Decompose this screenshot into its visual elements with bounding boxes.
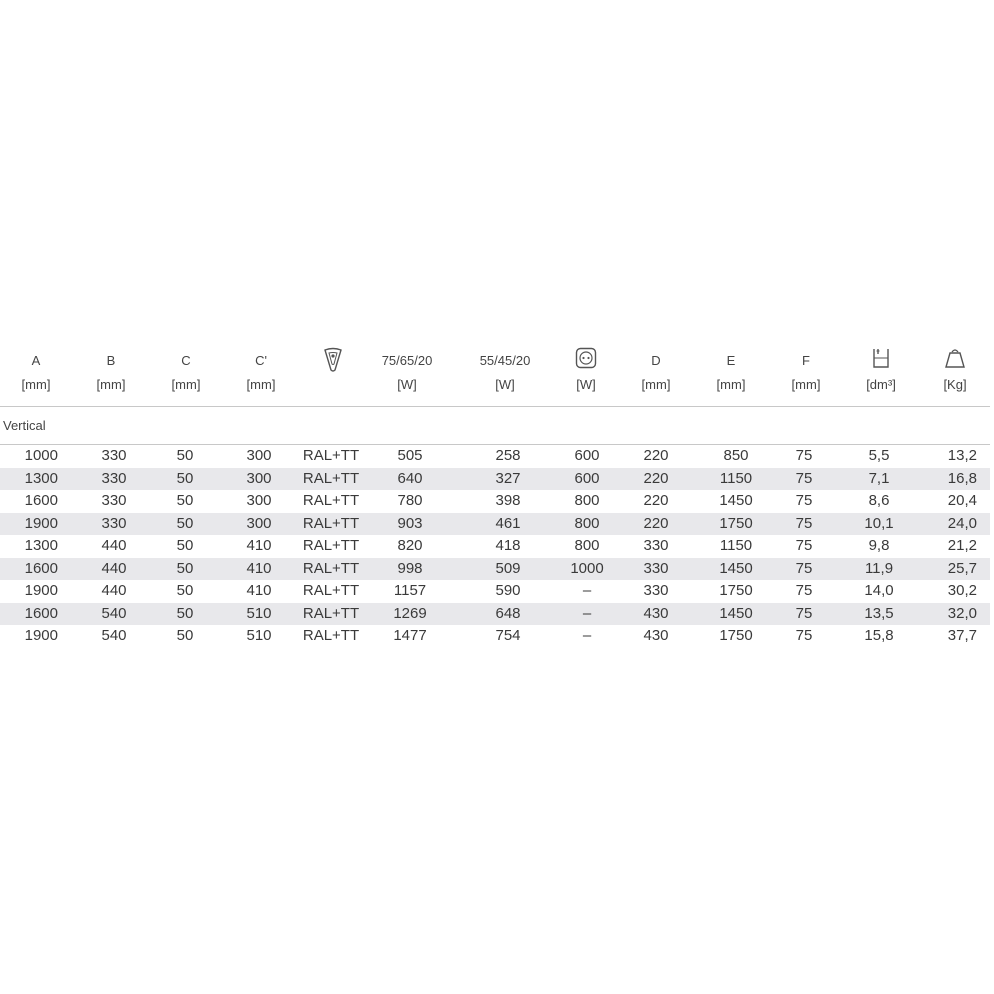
table-cell: 330 <box>643 537 669 554</box>
table-cell: 998 <box>397 559 423 577</box>
table-cell: 505 <box>397 447 423 464</box>
table-cell: 16,8 <box>947 469 977 487</box>
table-cell: 903 <box>397 514 423 532</box>
column-header-b: B <box>106 353 116 368</box>
table-body <box>0 445 990 648</box>
table-cell: 1150 <box>719 469 753 487</box>
table-cell: 1269 <box>393 604 427 622</box>
table-cell: 590 <box>495 582 521 599</box>
table-cell: 1300 <box>24 469 58 487</box>
table-row <box>0 513 990 536</box>
column-header-e: E <box>726 353 736 368</box>
table-cell: 300 <box>246 514 272 532</box>
table-row <box>0 468 990 491</box>
table-cell: 75 <box>795 469 813 487</box>
table-cell: RAL+TT <box>302 514 360 532</box>
table-cell: RAL+TT <box>302 469 360 487</box>
table-cell: 25,7 <box>947 559 977 577</box>
table-cell: 75 <box>795 537 813 554</box>
table-cell: 37,7 <box>947 627 977 644</box>
table-cell: 540 <box>101 604 127 622</box>
column-header-w55: 55/45/20 <box>479 353 531 368</box>
table-cell: 800 <box>574 514 600 532</box>
table-cell: 300 <box>246 492 272 509</box>
electric-socket-icon <box>575 347 597 369</box>
table-cell: RAL+TT <box>302 627 360 644</box>
table-cell: – <box>582 604 592 622</box>
table-cell: 330 <box>101 492 127 509</box>
table-cell: 330 <box>101 469 127 487</box>
table-row <box>0 558 990 581</box>
table-cell: 510 <box>246 604 272 622</box>
table-cell: 461 <box>495 514 521 532</box>
table-cell: 20,4 <box>947 492 977 509</box>
table-cell: 75 <box>795 492 813 509</box>
table-cell: 640 <box>397 469 423 487</box>
table-cell: 50 <box>176 604 194 622</box>
table-cell: RAL+TT <box>302 582 360 599</box>
column-header-f: F <box>802 353 810 368</box>
table-cell: 220 <box>643 447 669 464</box>
table-cell: 1157 <box>393 582 427 599</box>
table-cell: 1000 <box>24 447 58 464</box>
table-cell: 50 <box>176 537 194 554</box>
header-row-labels <box>0 349 994 373</box>
column-unit-elec: [W] <box>576 377 596 392</box>
column-unit-vol: [dm³] <box>866 377 896 392</box>
table-row <box>0 490 990 513</box>
table-cell: 440 <box>101 559 127 577</box>
table-cell: 600 <box>574 447 600 464</box>
table-cell: 1600 <box>24 604 58 622</box>
table-cell: 1750 <box>719 582 753 599</box>
table-cell: 780 <box>397 492 423 509</box>
column-header-c2: C' <box>255 353 267 368</box>
weight-icon <box>945 347 965 369</box>
table-cell: 398 <box>495 492 521 509</box>
table-cell: 440 <box>101 537 127 554</box>
column-unit-w75: [W] <box>397 377 417 392</box>
table-cell: 50 <box>176 469 194 487</box>
column-unit-d: [mm] <box>641 377 671 392</box>
table-cell: 540 <box>101 627 127 644</box>
table-cell: 1900 <box>24 582 58 599</box>
table-cell: 50 <box>176 582 194 599</box>
table-cell: 50 <box>176 627 194 644</box>
column-header-w75: 75/65/20 <box>381 353 433 368</box>
table-cell: 648 <box>495 604 521 622</box>
column-unit-f: [mm] <box>791 377 821 392</box>
table-row <box>0 625 990 648</box>
table-cell: – <box>582 627 592 644</box>
table-cell: 75 <box>795 627 813 644</box>
table-cell: 800 <box>574 492 600 509</box>
table-cell: 75 <box>795 604 813 622</box>
color-finish-icon <box>322 347 344 373</box>
table-cell: 258 <box>495 447 521 464</box>
table-cell: 50 <box>176 447 194 464</box>
water-volume-icon <box>872 347 890 369</box>
table-cell: 327 <box>495 469 521 487</box>
table-cell: 850 <box>723 447 749 464</box>
table-cell: 330 <box>101 447 127 464</box>
table-cell: 32,0 <box>947 604 977 622</box>
column-unit-w55: [W] <box>495 377 515 392</box>
table-cell: 5,5 <box>868 447 890 464</box>
table-cell: 440 <box>101 582 127 599</box>
table-cell: 11,9 <box>864 559 894 577</box>
table-cell: 10,1 <box>864 514 894 532</box>
column-header-a: A <box>31 353 41 368</box>
column-unit-e: [mm] <box>716 377 746 392</box>
table-cell: 75 <box>795 514 813 532</box>
table-cell: – <box>582 582 592 599</box>
table-cell: 30,2 <box>947 582 977 599</box>
table-cell: 509 <box>495 559 521 577</box>
table-row <box>0 445 990 468</box>
column-unit-b: [mm] <box>96 377 126 392</box>
table-cell: 21,2 <box>947 537 977 554</box>
table-cell: 13,5 <box>864 604 894 622</box>
table-cell: 50 <box>176 514 194 532</box>
table-cell: 330 <box>643 582 669 599</box>
table-cell: 1900 <box>24 627 58 644</box>
table-cell: 510 <box>246 627 272 644</box>
table-cell: 430 <box>643 627 669 644</box>
column-unit-kg: [Kg] <box>943 377 967 392</box>
table-cell: 1600 <box>24 559 58 577</box>
table-cell: 600 <box>574 469 600 487</box>
table-cell: 1450 <box>719 604 753 622</box>
table-cell: 1900 <box>24 514 58 532</box>
table-cell: 1750 <box>719 514 753 532</box>
table-cell: 14,0 <box>864 582 894 599</box>
table-cell: 220 <box>643 492 669 509</box>
table-cell: 754 <box>495 627 521 644</box>
header-row-units <box>0 373 994 397</box>
table-cell: RAL+TT <box>302 604 360 622</box>
table-cell: 1750 <box>719 627 753 644</box>
table-cell: 1450 <box>719 492 753 509</box>
table-cell: 330 <box>101 514 127 532</box>
table-cell: 8,6 <box>868 492 890 509</box>
table-cell: 410 <box>246 537 272 554</box>
table-cell: 330 <box>643 559 669 577</box>
table-cell: 1600 <box>24 492 58 509</box>
table-cell: 418 <box>495 537 521 554</box>
table-cell: 75 <box>795 559 813 577</box>
table-cell: 1300 <box>24 537 58 554</box>
table-cell: 13,2 <box>947 447 977 464</box>
table-cell: 15,8 <box>864 627 894 644</box>
table-cell: 410 <box>246 559 272 577</box>
column-unit-c: [mm] <box>171 377 201 392</box>
table-cell: 300 <box>246 447 272 464</box>
table-cell: 220 <box>643 514 669 532</box>
column-unit-a: [mm] <box>21 377 51 392</box>
column-header-d: D <box>651 353 661 368</box>
table-cell: 24,0 <box>947 514 977 532</box>
table-cell: 9,8 <box>868 537 890 554</box>
table-cell: 1450 <box>719 559 753 577</box>
table-cell: 50 <box>176 559 194 577</box>
column-unit-c2: [mm] <box>246 377 276 392</box>
table-row <box>0 603 990 626</box>
table-cell: 1000 <box>570 559 604 577</box>
section-label: Vertical <box>3 418 46 433</box>
table-cell: 1150 <box>719 537 753 554</box>
table-cell: 410 <box>246 582 272 599</box>
table-cell: 75 <box>795 582 813 599</box>
table-cell: 50 <box>176 492 194 509</box>
table-cell: 75 <box>795 447 813 464</box>
table-cell: RAL+TT <box>302 537 360 554</box>
table-cell: 7,1 <box>868 469 890 487</box>
table-cell: 430 <box>643 604 669 622</box>
table-cell: 820 <box>397 537 423 554</box>
table-cell: 800 <box>574 537 600 554</box>
table-cell: 220 <box>643 469 669 487</box>
table-row <box>0 535 990 558</box>
table-cell: 300 <box>246 469 272 487</box>
table-cell: 1477 <box>393 627 427 644</box>
table-cell: RAL+TT <box>302 447 360 464</box>
header-divider <box>0 406 990 407</box>
column-header-c: C <box>181 353 191 368</box>
table-cell: RAL+TT <box>302 559 360 577</box>
table-row <box>0 580 990 603</box>
table-cell: RAL+TT <box>302 492 360 509</box>
